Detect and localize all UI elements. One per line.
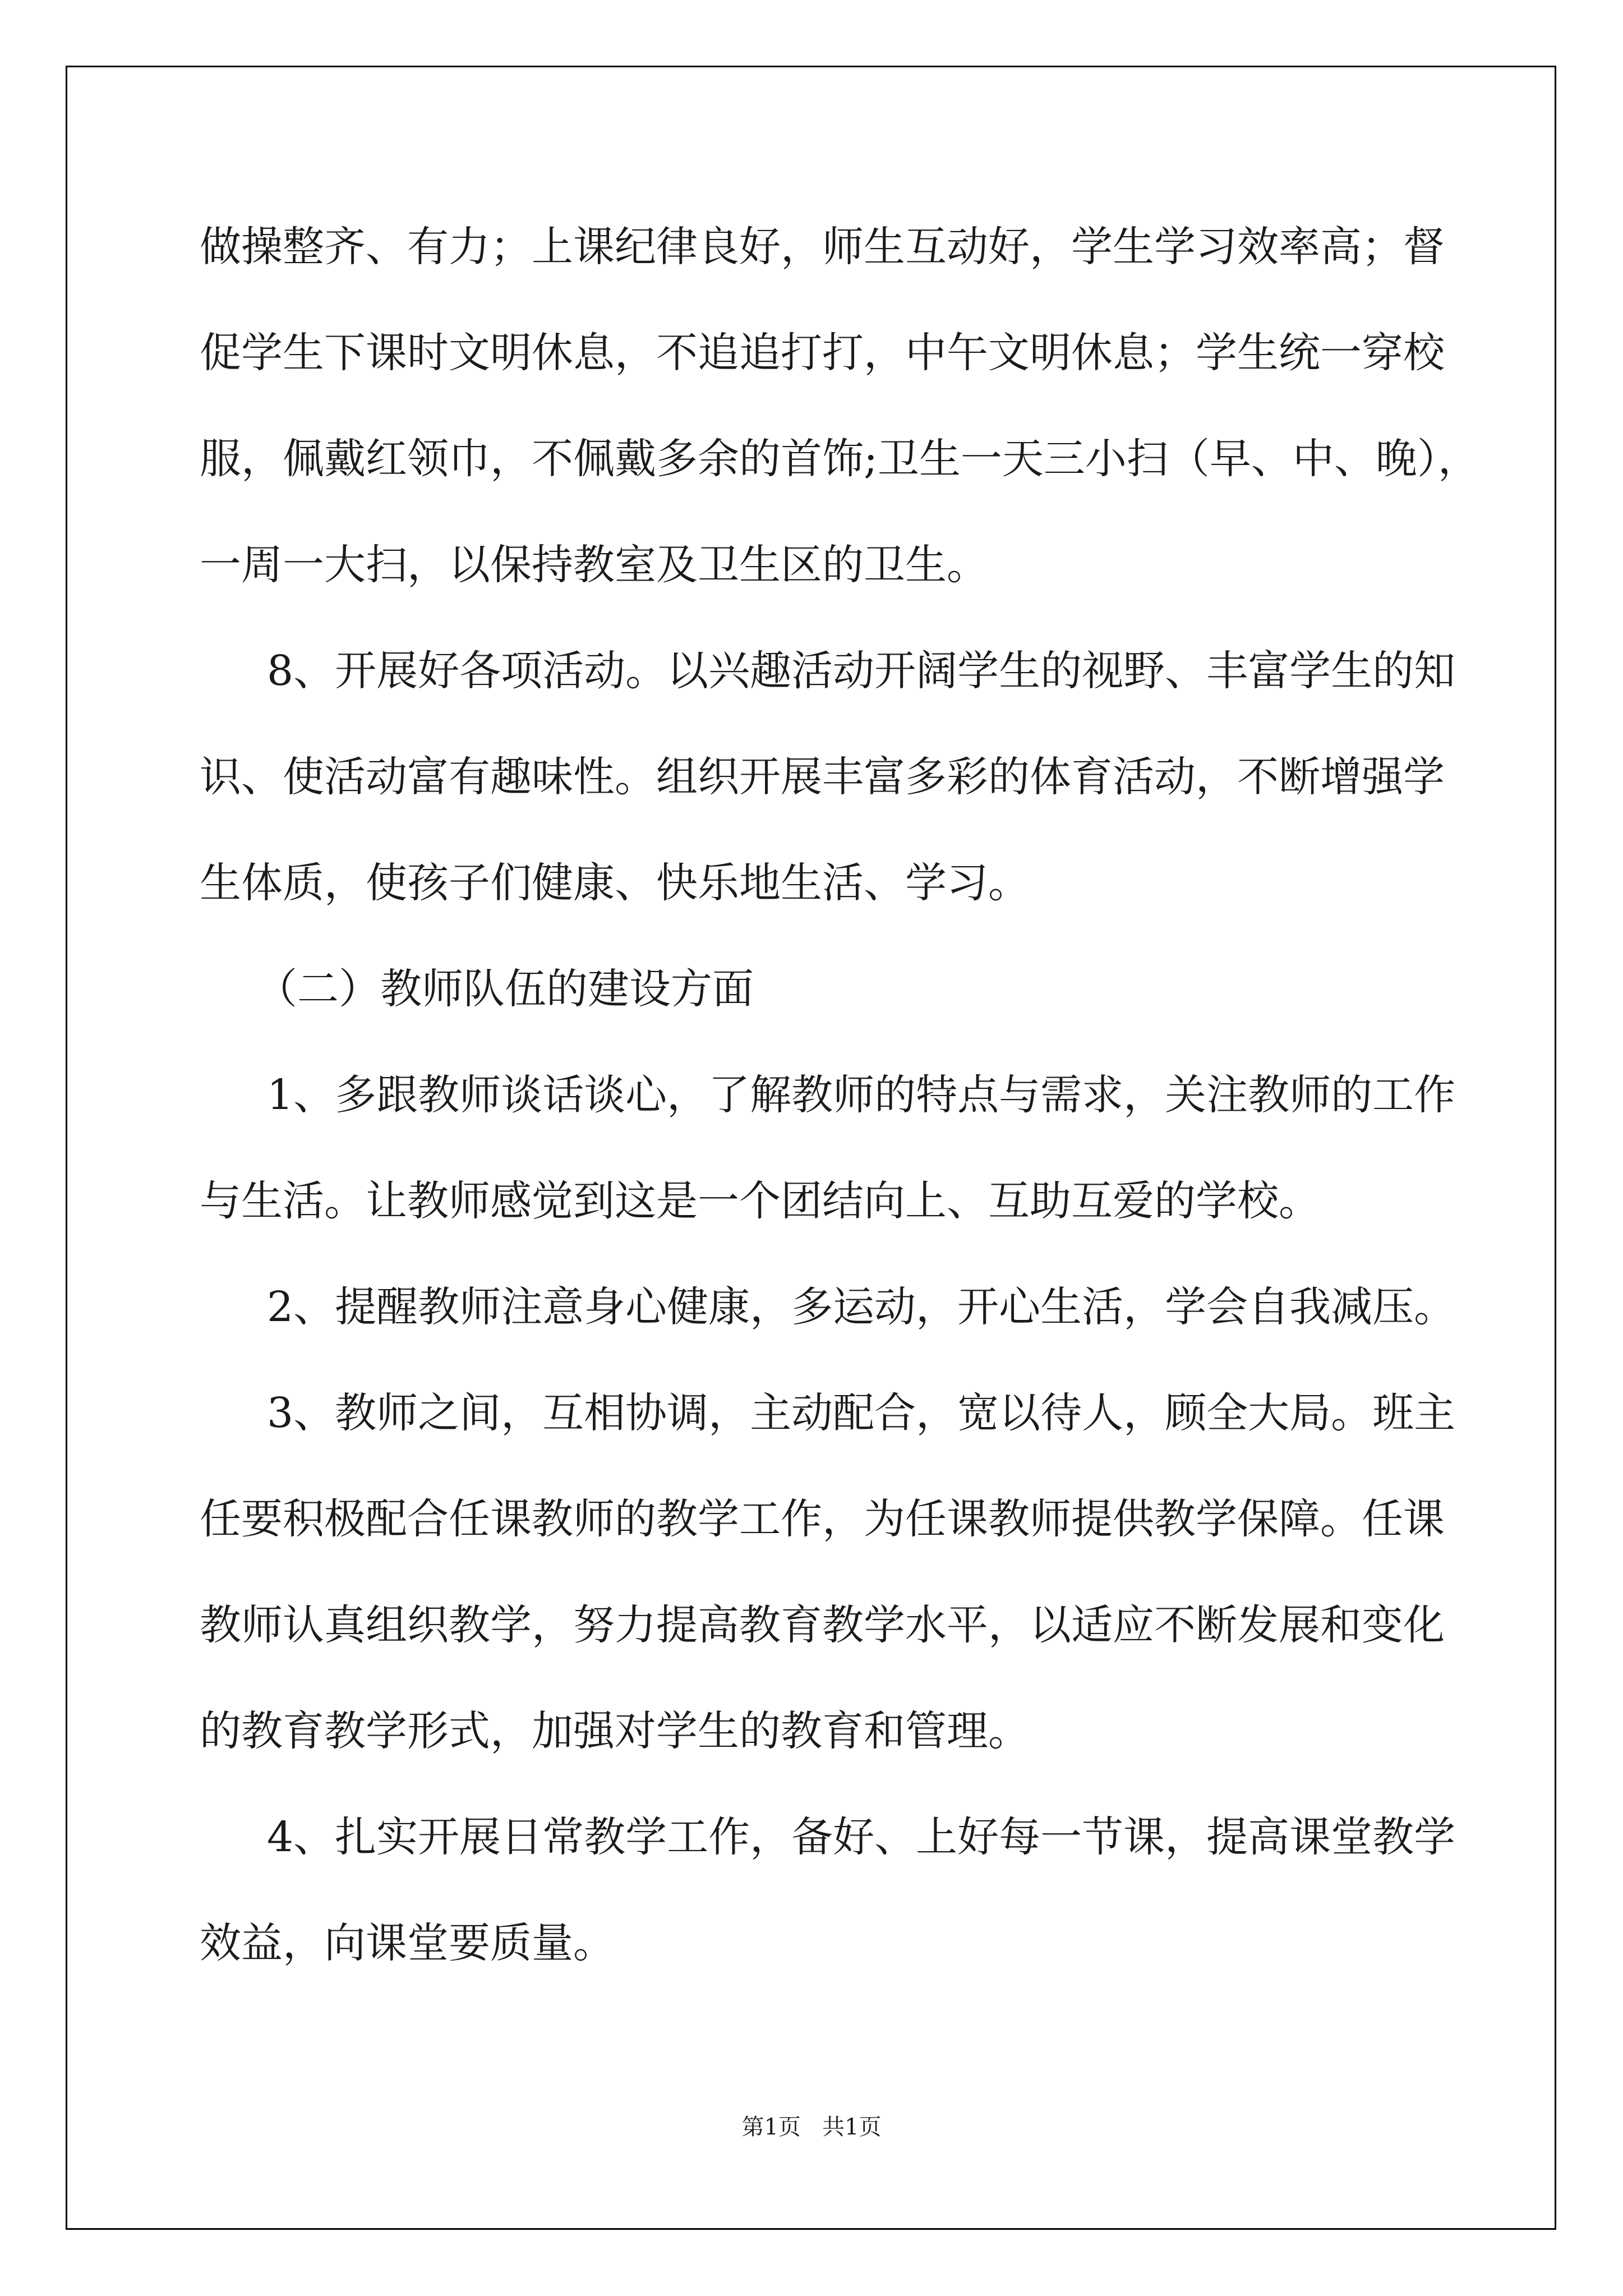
section-heading: （二）教师队伍的建设方面 (256, 965, 754, 1013)
text-line: 一周一大扫，以保持教室及卫生区的卫生。 (200, 541, 988, 589)
text-line: 识、使活动富有趣味性。组织开展丰富多彩的体育活动，不断增强学 (200, 753, 1445, 801)
text-line: 生体质，使孩子们健康、快乐地生活、学习。 (200, 859, 1030, 907)
text-line: 做操整齐、有力；上课纪律良好，师生互动好，学生学习效率高；督 (200, 223, 1445, 271)
text-line: 促学生下课时文明休息，不追追打打，中午文明休息；学生统一穿校 (200, 329, 1445, 377)
page-number-footer: 第1页 共1页 (741, 2114, 882, 2140)
text-line: 任要积极配合任课教师的教学工作，为任课教师提供教学保障。任课 (200, 1495, 1445, 1543)
text-line: 与生活。让教师感觉到这是一个团结向上、互助互爱的学校。 (200, 1177, 1320, 1225)
page-border (66, 66, 1556, 2230)
text-line: 效益，向课堂要质量。 (200, 1919, 615, 1967)
text-line: 服，佩戴红领巾，不佩戴多余的首饰;卫生一天三小扫（早、中、晚）， (200, 435, 1479, 483)
paragraph-start-line: 4、扎实开展日常教学工作，备好、上好每一节课，提高课堂教学 (267, 1813, 1456, 1861)
paragraph-start-line: 3、教师之间，互相协调，主动配合，宽以待人，顾全大局。班主 (267, 1389, 1456, 1437)
paragraph-start-line: 1、多跟教师谈话谈心，了解教师的特点与需求，关注教师的工作 (267, 1071, 1456, 1119)
text-line: 教师认真组织教学，努力提高教育教学水平，以适应不断发展和变化 (200, 1601, 1445, 1649)
text-line: 的教育教学形式，加强对学生的教育和管理。 (200, 1707, 1030, 1755)
paragraph-start-line: 8、开展好各项活动。以兴趣活动开阔学生的视野、丰富学生的知 (267, 647, 1456, 695)
paragraph-start-line: 2、提醒教师注意身心健康，多运动，开心生活，学会自我减压。 (267, 1283, 1456, 1331)
